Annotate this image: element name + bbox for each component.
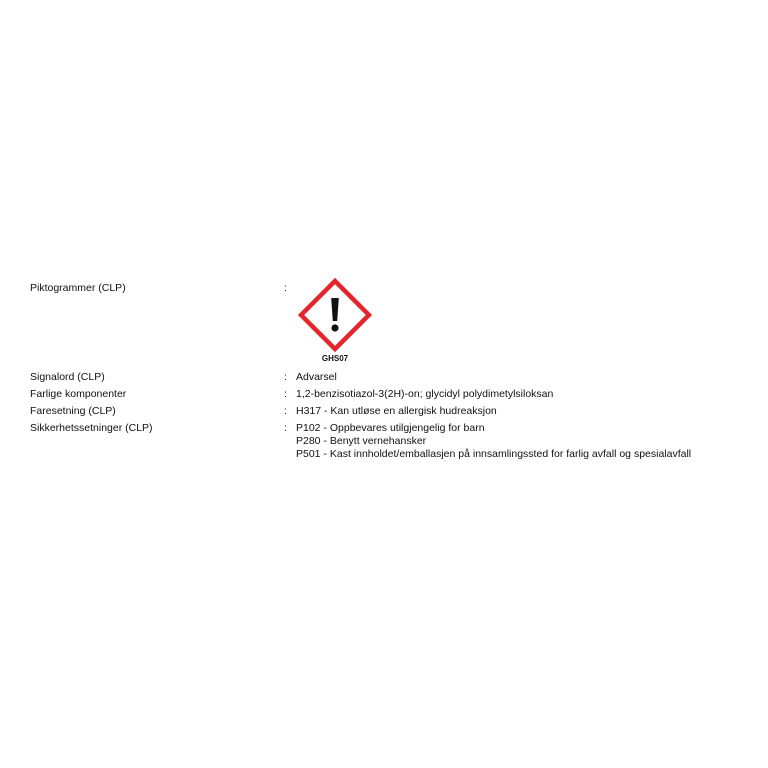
hazardous-components-separator: : (284, 388, 287, 400)
precautionary-statement-p102: P102 - Oppbevares utilgjengelig for barn (296, 422, 485, 434)
pictogram-code: GHS07 (321, 354, 349, 363)
signal-word-separator: : (284, 371, 287, 383)
hazard-statements-label: Faresetning (CLP) (30, 405, 116, 417)
ghs07-exclamation-mark-icon (298, 278, 372, 352)
precautionary-statement-p501: P501 - Kast innholdet/emballasjen på innsamlingssted for farlig avfall og spesialavfall (296, 448, 692, 460)
pictograms-label: Piktogrammer (CLP) (30, 282, 126, 294)
precautionary-statement-p280: P280 - Benytt vernehansker (296, 435, 427, 447)
signal-word-value: Advarsel (296, 371, 337, 383)
hazard-statements-separator: : (284, 405, 287, 417)
exclamation-dot (331, 324, 338, 331)
hazardous-components-value: 1,2-benzisotiazol-3(2H)-on; glycidyl polydimetylsiloksan (296, 388, 554, 400)
precautionary-statements-label: Sikkerhetssetninger (CLP) (30, 422, 153, 434)
hazard-statement-h317: H317 - Kan utløse en allergisk hudreaksjon (296, 405, 497, 417)
signal-word-label: Signalord (CLP) (30, 371, 105, 383)
precautionary-statements-separator: : (284, 422, 287, 434)
hazardous-components-label: Farlige komponenter (30, 388, 127, 400)
pictograms-separator: : (284, 282, 287, 294)
